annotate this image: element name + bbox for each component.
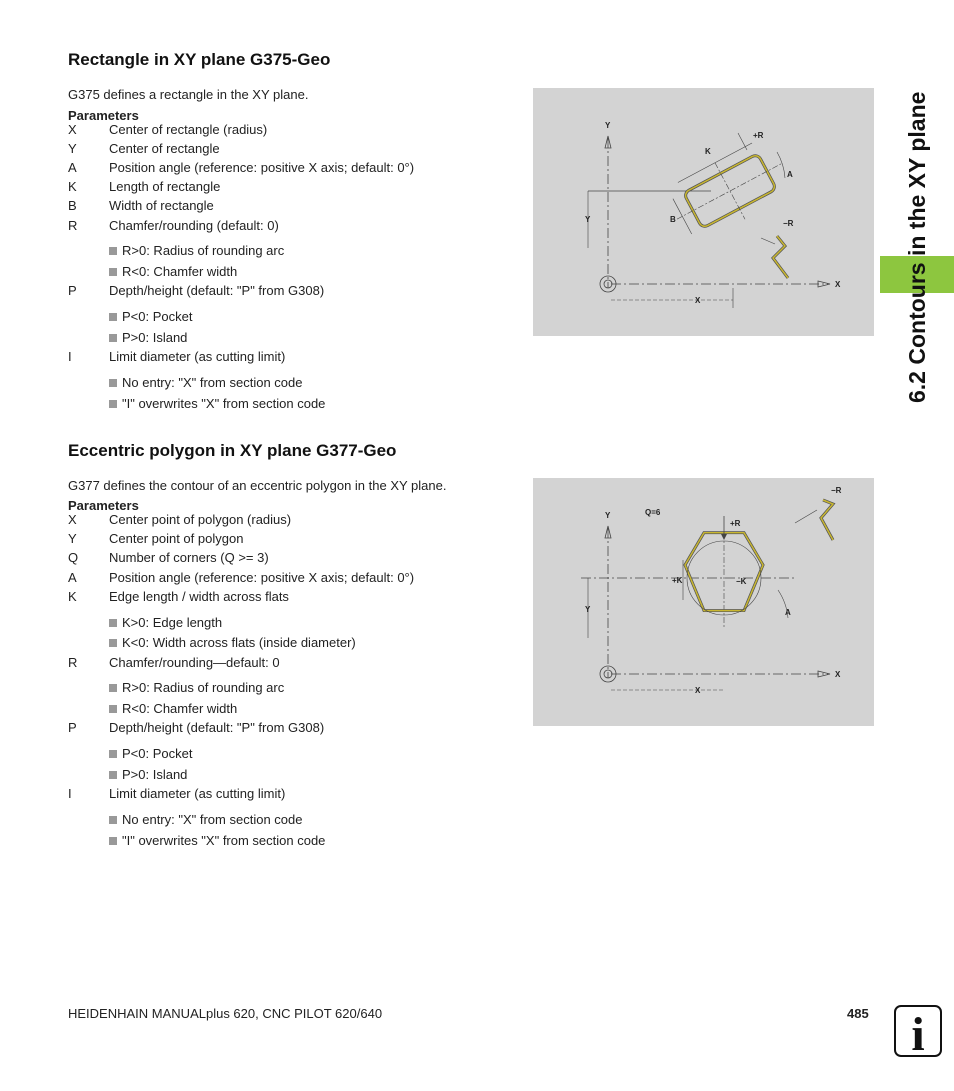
parameters-label: Parameters bbox=[68, 108, 139, 123]
bullet-square-icon bbox=[109, 379, 117, 387]
param-key: I bbox=[68, 786, 72, 801]
param-key: P bbox=[68, 283, 77, 298]
r-negative-label: −R bbox=[831, 486, 842, 495]
bullet-square-icon bbox=[109, 313, 117, 321]
a-dim-label: A bbox=[787, 170, 793, 179]
bullet-square-icon bbox=[109, 816, 117, 824]
param-desc: Depth/height (default: "P" from G308) bbox=[109, 283, 325, 298]
param-key: P bbox=[68, 720, 77, 735]
bullet-item: P>0: Island bbox=[109, 767, 187, 782]
param-desc: Number of corners (Q >= 3) bbox=[109, 550, 269, 565]
param-key: A bbox=[68, 160, 77, 175]
parameters-label: Parameters bbox=[68, 498, 139, 513]
x-dim-label: X bbox=[695, 686, 701, 695]
param-key: K bbox=[68, 179, 77, 194]
bullet-item: R<0: Chamfer width bbox=[109, 264, 237, 279]
param-desc: Length of rectangle bbox=[109, 179, 221, 194]
section-intro-g375: G375 defines a rectangle in the XY plane. bbox=[68, 87, 309, 102]
param-key: K bbox=[68, 589, 77, 604]
y-dim-label: Y bbox=[585, 215, 591, 224]
x-axis-label: X bbox=[835, 670, 841, 679]
r-positive-label: +R bbox=[730, 519, 741, 528]
rectangle-figure bbox=[533, 88, 874, 336]
bullet-item: No entry: "X" from section code bbox=[109, 375, 302, 390]
bullet-square-icon bbox=[109, 684, 117, 692]
y-axis-label: Y bbox=[605, 511, 611, 520]
r-negative-label: −R bbox=[783, 219, 794, 228]
bullet-item: "I" overwrites "X" from section code bbox=[109, 833, 325, 848]
param-desc: Width of rectangle bbox=[109, 198, 214, 213]
bullet-square-icon bbox=[109, 639, 117, 647]
param-desc: Limit diameter (as cutting limit) bbox=[109, 349, 286, 364]
bullet-item: P<0: Pocket bbox=[109, 309, 192, 324]
param-key: I bbox=[68, 349, 72, 364]
param-key: X bbox=[68, 512, 77, 527]
param-key: R bbox=[68, 655, 78, 670]
param-desc: Center of rectangle (radius) bbox=[109, 122, 268, 137]
param-key: B bbox=[68, 198, 77, 213]
page-number: 485 bbox=[847, 1006, 869, 1021]
x-dim-label: X bbox=[695, 296, 701, 305]
section-intro-g377: G377 defines the contour of an eccentric polygon in the XY plane. bbox=[68, 478, 447, 493]
bullet-square-icon bbox=[109, 705, 117, 713]
bullet-square-icon bbox=[109, 750, 117, 758]
y-dim-label: Y bbox=[585, 605, 591, 614]
bullet-square-icon bbox=[109, 334, 117, 342]
b-dim-label: B bbox=[670, 215, 676, 224]
k-dim-label: K bbox=[705, 147, 711, 156]
bullet-item: P>0: Island bbox=[109, 330, 187, 345]
bullet-square-icon bbox=[109, 771, 117, 779]
param-key: A bbox=[68, 570, 77, 585]
bullet-item: R>0: Radius of rounding arc bbox=[109, 680, 284, 695]
bullet-item: K<0: Width across flats (inside diameter) bbox=[109, 635, 356, 650]
chapter-title bbox=[891, 38, 939, 408]
param-key: Y bbox=[68, 531, 77, 546]
param-desc: Position angle (reference: positive X axis; default: 0°) bbox=[109, 570, 415, 585]
k-positive-label: +K bbox=[672, 576, 683, 585]
bullet-square-icon bbox=[109, 837, 117, 845]
param-desc: Position angle (reference: positive X axis; default: 0°) bbox=[109, 160, 415, 175]
bullet-item: R>0: Radius of rounding arc bbox=[109, 243, 284, 258]
info-icon bbox=[894, 1005, 942, 1057]
param-key: Y bbox=[68, 141, 77, 156]
y-axis-label: Y bbox=[605, 121, 611, 130]
param-key: Q bbox=[68, 550, 79, 565]
param-desc: Chamfer/rounding (default: 0) bbox=[109, 218, 279, 233]
r-positive-label: +R bbox=[753, 131, 764, 140]
section-title-g375: Rectangle in XY plane G375-Geo bbox=[68, 50, 331, 69]
param-desc: Chamfer/rounding—default: 0 bbox=[109, 655, 280, 670]
bullet-square-icon bbox=[109, 268, 117, 276]
param-desc: Depth/height (default: "P" from G308) bbox=[109, 720, 325, 735]
bullet-item: "I" overwrites "X" from section code bbox=[109, 396, 325, 411]
param-key: X bbox=[68, 122, 77, 137]
k-negative-label: −K bbox=[736, 577, 747, 586]
param-desc: Center of rectangle bbox=[109, 141, 220, 156]
bullet-item: K>0: Edge length bbox=[109, 615, 222, 630]
info-symbol: i bbox=[911, 1008, 925, 1057]
param-key: R bbox=[68, 218, 78, 233]
bullet-item: R<0: Chamfer width bbox=[109, 701, 237, 716]
bullet-item: No entry: "X" from section code bbox=[109, 812, 302, 827]
bullet-square-icon bbox=[109, 619, 117, 627]
param-desc: Limit diameter (as cutting limit) bbox=[109, 786, 286, 801]
bullet-square-icon bbox=[109, 247, 117, 255]
a-dim-label: A bbox=[785, 608, 791, 617]
param-desc: Center point of polygon bbox=[109, 531, 244, 546]
param-desc: Center point of polygon (radius) bbox=[109, 512, 292, 527]
param-desc: Edge length / width across flats bbox=[109, 589, 289, 604]
bullet-square-icon bbox=[109, 400, 117, 408]
chapter-title-text: 6.2 Contours in the XY plane bbox=[904, 91, 930, 403]
x-axis-label: X bbox=[835, 280, 841, 289]
q-label: Q=6 bbox=[645, 508, 661, 517]
polygon-figure bbox=[533, 478, 874, 726]
footer-text: HEIDENHAIN MANUALplus 620, CNC PILOT 620/640 bbox=[68, 1006, 383, 1021]
section-title-g377: Eccentric polygon in XY plane G377-Geo bbox=[68, 441, 397, 460]
bullet-item: P<0: Pocket bbox=[109, 746, 192, 761]
